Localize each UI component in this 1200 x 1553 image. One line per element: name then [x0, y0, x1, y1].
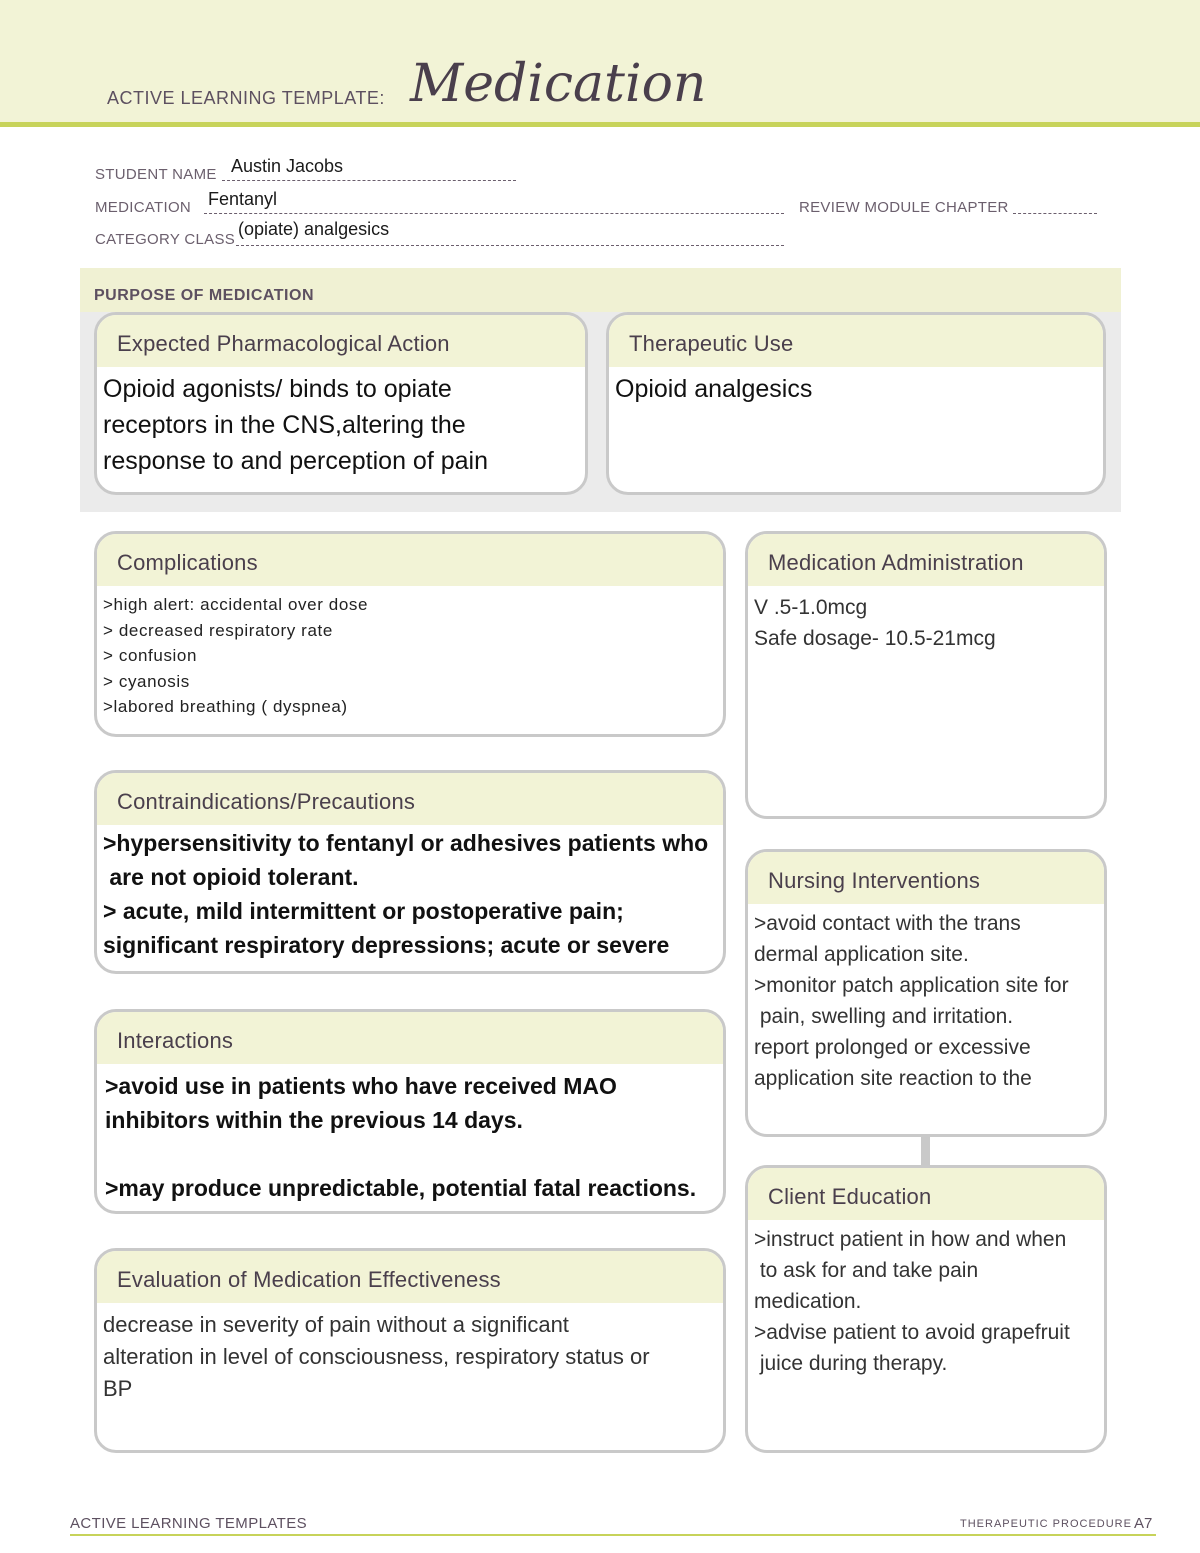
- text-line: alteration in level of consciousness, respiratory status or: [103, 1344, 650, 1369]
- template-title: Medication: [410, 54, 707, 114]
- text-line: >advise patient to avoid grapefruit: [754, 1321, 1070, 1344]
- contraindications-box: [94, 770, 726, 974]
- nursing-interventions-box: [745, 849, 1107, 1137]
- text-line: Opioid agonists/ binds to opiate: [103, 375, 452, 403]
- student-name-line: [222, 180, 516, 181]
- therapeutic-use-text[interactable]: [609, 367, 1103, 407]
- interactions-text[interactable]: [97, 1064, 723, 1205]
- expected-action-title: Expected Pharmacological Action: [97, 315, 585, 367]
- student-name-field[interactable]: Austin Jacobs: [231, 156, 344, 176]
- footer-rule: [70, 1534, 1156, 1536]
- page-number: A7: [1134, 1515, 1153, 1532]
- nursing-interventions-title: Nursing Interventions: [748, 852, 1104, 904]
- text-line: medication.: [754, 1290, 862, 1313]
- therapeutic-use-box: [606, 312, 1106, 495]
- text-line: V .5-1.0mcg: [754, 596, 868, 619]
- text-line: decrease in severity of pain without a significant: [103, 1312, 569, 1337]
- interactions-box: [94, 1009, 726, 1214]
- text-line: BP: [103, 1376, 133, 1401]
- text-line: response to and perception of pain: [103, 447, 488, 475]
- text-line: application site reaction to the: [754, 1067, 1032, 1090]
- text-line: report prolonged or excessive: [754, 1036, 1031, 1059]
- client-education-title: Client Education: [748, 1168, 1104, 1220]
- text-line: significant respiratory depressions; acute or severe: [103, 932, 670, 958]
- review-module-field[interactable]: [1013, 213, 1097, 214]
- text-line: juice during therapy.: [754, 1352, 948, 1375]
- text-line: >may produce unpredictable, potential fatal reactions.: [105, 1175, 697, 1201]
- medication-field[interactable]: Fentanyl: [208, 189, 278, 209]
- administration-title: Medication Administration: [748, 534, 1104, 586]
- contraindications-text[interactable]: [97, 825, 723, 962]
- review-module-label: REVIEW MODULE CHAPTER: [799, 199, 1009, 216]
- text-line: >monitor patch application site for: [754, 974, 1069, 997]
- text-line: pain, swelling and irritation.: [754, 1005, 1014, 1028]
- footer-left-label: ACTIVE LEARNING TEMPLATES: [70, 1515, 307, 1532]
- box-connector: [921, 1135, 930, 1167]
- text-line: > decreased respiratory rate: [103, 620, 333, 640]
- text-line: inhibitors within the previous 14 days.: [105, 1107, 523, 1133]
- text-line: >high alert: accidental over dose: [103, 595, 369, 614]
- header-rule: [0, 122, 1200, 127]
- text-line: receptors in the CNS,altering the: [103, 411, 466, 439]
- administration-text[interactable]: [748, 586, 1104, 654]
- text-line: >labored breathing ( dyspnea): [103, 697, 348, 716]
- text-line: > cyanosis: [103, 671, 190, 691]
- complications-text[interactable]: [97, 586, 723, 720]
- interactions-title: Interactions: [97, 1012, 723, 1064]
- text-line: Safe dosage- 10.5-21mcg: [754, 627, 996, 650]
- evaluation-box: [94, 1248, 726, 1453]
- text-line: >hypersensitivity to fentanyl or adhesives patients who: [103, 830, 709, 856]
- therapeutic-use-title: Therapeutic Use: [609, 315, 1103, 367]
- client-education-text[interactable]: [748, 1220, 1104, 1379]
- text-line: to ask for and take pain: [754, 1259, 979, 1282]
- text-line: > confusion: [103, 646, 198, 665]
- text-line: dermal application site.: [754, 943, 969, 966]
- complications-box: [94, 531, 726, 737]
- medication-line: [204, 213, 784, 214]
- text-line: >instruct patient in how and when: [754, 1228, 1067, 1251]
- purpose-label: PURPOSE OF MEDICATION: [94, 287, 314, 304]
- category-class-field[interactable]: (opiate) analgesics: [238, 219, 390, 239]
- text-line: [105, 1137, 715, 1171]
- text-line: are not opioid tolerant.: [103, 864, 359, 890]
- text-line: > acute, mild intermittent or postoperative pain;: [103, 898, 624, 924]
- template-label: ACTIVE LEARNING TEMPLATE:: [107, 88, 385, 108]
- text-line: Opioid analgesics: [615, 375, 813, 403]
- student-name-label: STUDENT NAME: [95, 166, 217, 183]
- complications-title: Complications: [97, 534, 723, 586]
- expected-action-box: [94, 312, 588, 495]
- administration-box: [745, 531, 1107, 819]
- contraindications-title: Contraindications/Precautions: [97, 773, 723, 825]
- evaluation-title: Evaluation of Medication Effectiveness: [97, 1251, 723, 1303]
- category-class-line: [236, 245, 784, 246]
- text-line: >avoid contact with the trans: [754, 912, 1021, 935]
- category-class-label: CATEGORY CLASS: [95, 231, 236, 248]
- footer-right-label: THERAPEUTIC PROCEDURE: [960, 1518, 1132, 1530]
- nursing-interventions-text[interactable]: [748, 904, 1104, 1094]
- client-education-box: [745, 1165, 1107, 1453]
- evaluation-text[interactable]: [97, 1303, 723, 1405]
- expected-action-text[interactable]: [97, 367, 585, 479]
- medication-label: MEDICATION: [95, 199, 192, 216]
- text-line: >avoid use in patients who have received MAO: [105, 1073, 617, 1099]
